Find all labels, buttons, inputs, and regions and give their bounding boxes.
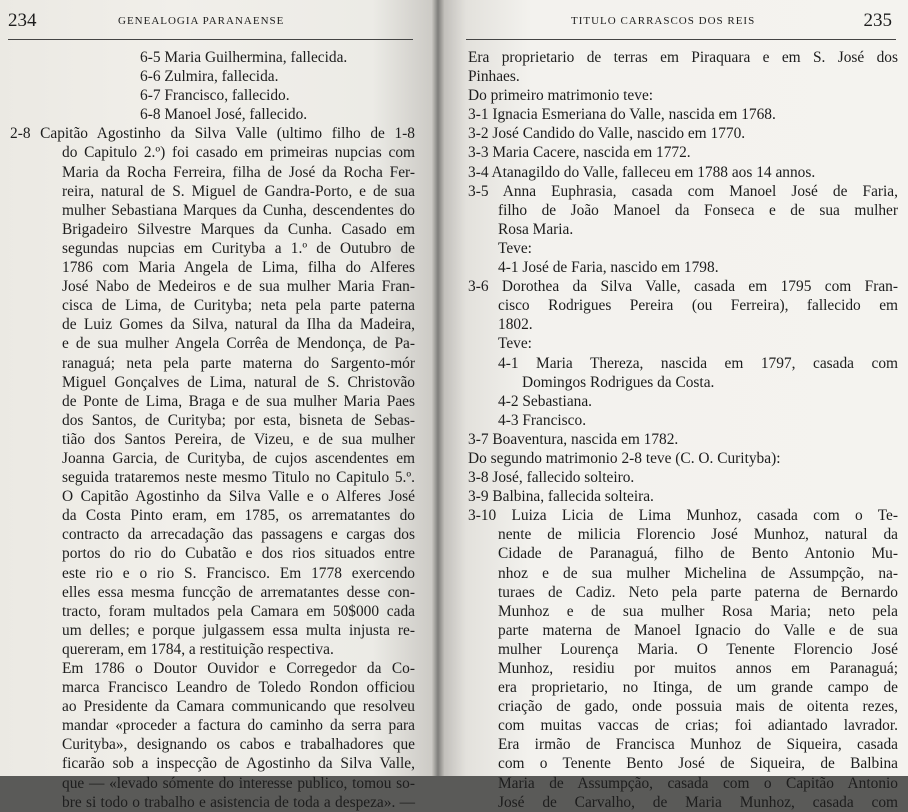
text-line: 3-9 Balbina, fallecida solteira. — [468, 488, 654, 506]
text-line: José de Carvalho, de Maria Munhoz, casada com — [498, 793, 898, 811]
text-line: Munhoz e de sua mulher Rosa Maria; neto pela — [498, 602, 898, 620]
text-line: com o Tenente Bento José de Siqueira, de Balbina — [498, 755, 898, 773]
text-line: Rosa Maria. — [498, 220, 574, 238]
left-page-text — [10, 48, 415, 812]
text-line: 6-6 Zulmira, fallecida. — [140, 68, 279, 86]
book-gutter — [432, 0, 444, 776]
header-rule — [466, 39, 896, 40]
text-line: marca Francisco Leandro de Toledo Rondon officiou — [62, 679, 415, 697]
text-line: quereram, em 1784, a restituição respectiva. — [62, 640, 334, 658]
text-line: e de sua mulher Angela Corrêa de Mendonça, de Pa- — [62, 335, 415, 353]
text-line: de Luiz Gomes da Silva, natural da Ilha da Madeira, — [62, 316, 415, 334]
header-rule — [8, 39, 413, 40]
text-line: tracto, foram multados pela Camara em 50$000 cada — [62, 602, 415, 620]
text-line: elles essa mesma funcção de arrematantes desse con- — [62, 583, 415, 601]
page-number: 235 — [863, 10, 892, 31]
text-line: ranaguá; neta pela parte materna do Sargento-mór — [62, 354, 415, 372]
text-line: Era irmão de Francisca Munhoz de Siqueira, casada — [498, 736, 898, 754]
text-line: Em 1786 o Doutor Ouvidor e Corregedor da Co- — [62, 660, 415, 677]
text-line: 4-2 Sebastiana. — [498, 392, 593, 410]
text-line: segundas nupcias em Curityba a 1.º de Outubro de — [62, 239, 415, 257]
text-line: 2-8 Capitão Agostinho da Silva Valle (ultimo filho de 1-8 — [10, 125, 415, 143]
running-title: GENEALOGIA PARANAENSE — [118, 15, 285, 27]
text-line: era proprietario, no Itinga, de um grande campo de — [498, 679, 898, 697]
text-line: 3-3 Maria Cacere, nascida em 1772. — [468, 144, 691, 162]
text-line: seguida trataremos neste mesmo Titulo no Capitulo 5.º. — [62, 469, 415, 487]
text-line: 1786 com Maria Angela de Lima, filha do Alferes — [62, 259, 415, 277]
left-page — [0, 0, 438, 811]
text-line: nhoz e de sua mulher Michelina de Assumpção, na- — [498, 564, 898, 582]
text-line: 4-3 Francisco. — [498, 411, 587, 429]
text-line: 3-4 Atanagildo do Valle, falleceu em 1788 aos 14 annos. — [468, 163, 816, 181]
text-line: contracto da arrecadação das passagens e cargas dos — [62, 526, 415, 544]
text-line: 3-2 José Candido do Valle, nascido em 1770. — [468, 125, 746, 143]
text-line: bre si todo o trabalho e asistencia de toda a despeza». — — [62, 793, 415, 811]
text-line: Era proprietario de terras em Piraquara e em S. José dos — [468, 49, 898, 66]
text-line: 3-10 Luiza Licia de Lima Munhoz, casada com o Te- — [468, 507, 898, 525]
text-line: Maria de Assumpção, casada com o Capitão Antonio — [498, 774, 898, 792]
text-line: ao Presidente da Camara communicando que resolveu — [62, 698, 415, 716]
text-line: com muitas vaccas de crias; foi adiantado lavrador. — [498, 717, 898, 735]
text-line: Munhoz, residiu por muitos annos em Paranaguá; — [498, 660, 898, 677]
text-line: ficarão sob a inspecção de Agostinho da Silva Valle, — [62, 755, 415, 773]
text-line: José Nabo de Medeiros e de sua mulher Maria Fran- — [62, 278, 415, 296]
text-line: Do segundo matrimonio 2-8 teve (C. O. Curityba): — [468, 449, 781, 467]
text-line: mulher Lourença Maria. O Tenente Florencio José — [498, 640, 898, 658]
text-line: nente de milicia Florencio José Munhoz, natural da — [498, 526, 898, 544]
text-line: 4-1 José de Faria, nascido em 1798. — [498, 259, 719, 277]
text-line: Teve: — [498, 239, 532, 257]
text-line: criação de gado, onde possuia mais de oitenta rezes, — [498, 698, 898, 716]
text-line: da Costa Pinto eram, em 1785, os arrematantes do — [62, 507, 415, 525]
text-line: mulher Sebastiana Marques da Cunha, descendentes do — [62, 201, 415, 219]
text-line: Joanna Garcia, de Curityba, de cujos ascendentes em — [62, 449, 415, 467]
text-line: parte materna de Manoel Ignacio do Valle e de sua — [498, 621, 898, 639]
text-line: 1802. — [498, 316, 533, 334]
text-line: 3-1 Ignacia Esmeriana do Valle, nascida em 1768. — [468, 106, 776, 124]
text-line: Maria da Rocha Ferreira, filha de José da Rocha Fer- — [62, 163, 415, 181]
right-page-text — [468, 48, 898, 812]
running-title: TITULO CARRASCOS DOS REIS — [571, 15, 756, 27]
text-line: 6-8 Manoel José, fallecido. — [140, 106, 308, 124]
text-line: que — «levado sómente do interesse publico, tomou so- — [62, 774, 415, 792]
text-line: Miguel Gonçalves de Lima, natural de S. Christovão — [62, 373, 415, 391]
text-line: do Capitulo 2.º) foi casado em primeiras nupcias com — [62, 144, 415, 162]
text-line: cisca de Lima, de Curityba; neta pela parte paterna — [62, 297, 415, 315]
text-line: Teve: — [498, 335, 532, 353]
text-line: este rio e o rio S. Francisco. Em 1778 exercendo — [62, 564, 415, 582]
text-line: 3-7 Boaventura, nascida em 1782. — [468, 430, 679, 448]
text-line: um delles; e porque julgassem essa multa injusta re- — [62, 621, 415, 639]
text-line: turaes de Cadiz. Neto pela parte paterna de Bernardo — [498, 583, 898, 601]
text-line: Curityba», designando os cabos e trabalhadores que — [62, 736, 415, 754]
text-line: O Capitão Agostinho da Silva Valle e o Alferes José — [62, 488, 415, 506]
text-line: filho de João Manoel da Fonseca e de sua mulher — [498, 201, 898, 219]
text-line: portos do rio do Cubatão e dos rios situados entre — [62, 545, 415, 563]
text-line: 4-1 Maria Thereza, nascida em 1797, casada com — [498, 354, 898, 372]
text-line: 6-7 Francisco, fallecido. — [140, 87, 290, 105]
text-line: Pinhaes. — [468, 68, 520, 86]
text-line: tião dos Santos Pereira, de Vizeu, e de sua mulher — [62, 430, 415, 448]
text-line: de Ponte de Lima, Braga e de sua mulher Maria Paes — [62, 392, 415, 410]
text-line: mandar «proceder a factura do caminho da serra para — [62, 717, 415, 735]
text-line: dos Santos, de Curityba; por esta, bisneta de Sebas- — [62, 411, 415, 429]
text-line: cisco Rodrigues Pereira (ou Ferreira), fallecido em — [498, 297, 898, 315]
text-line: reira, natural de S. Miguel de Gandra-Porto, e de sua — [62, 182, 415, 200]
right-page — [438, 0, 908, 811]
page-number: 234 — [8, 10, 37, 31]
text-line: Domingos Rodrigues da Costa. — [522, 373, 715, 391]
text-line: 3-8 José, fallecido solteiro. — [468, 469, 635, 487]
text-line: 6-5 Maria Guilhermina, fallecida. — [140, 49, 348, 66]
text-line: Do primeiro matrimonio teve: — [468, 87, 654, 105]
text-line: 3-5 Anna Euphrasia, casada com Manoel José de Faria, — [468, 182, 898, 200]
text-line: Brigadeiro Silvestre Marques da Cunha. Casado em — [62, 220, 415, 238]
text-line: Cidade de Paranaguá, filho de Bento Antonio Mu- — [498, 545, 898, 563]
text-line: 3-6 Dorothea da Silva Valle, casada em 1795 com Fran- — [468, 278, 898, 296]
